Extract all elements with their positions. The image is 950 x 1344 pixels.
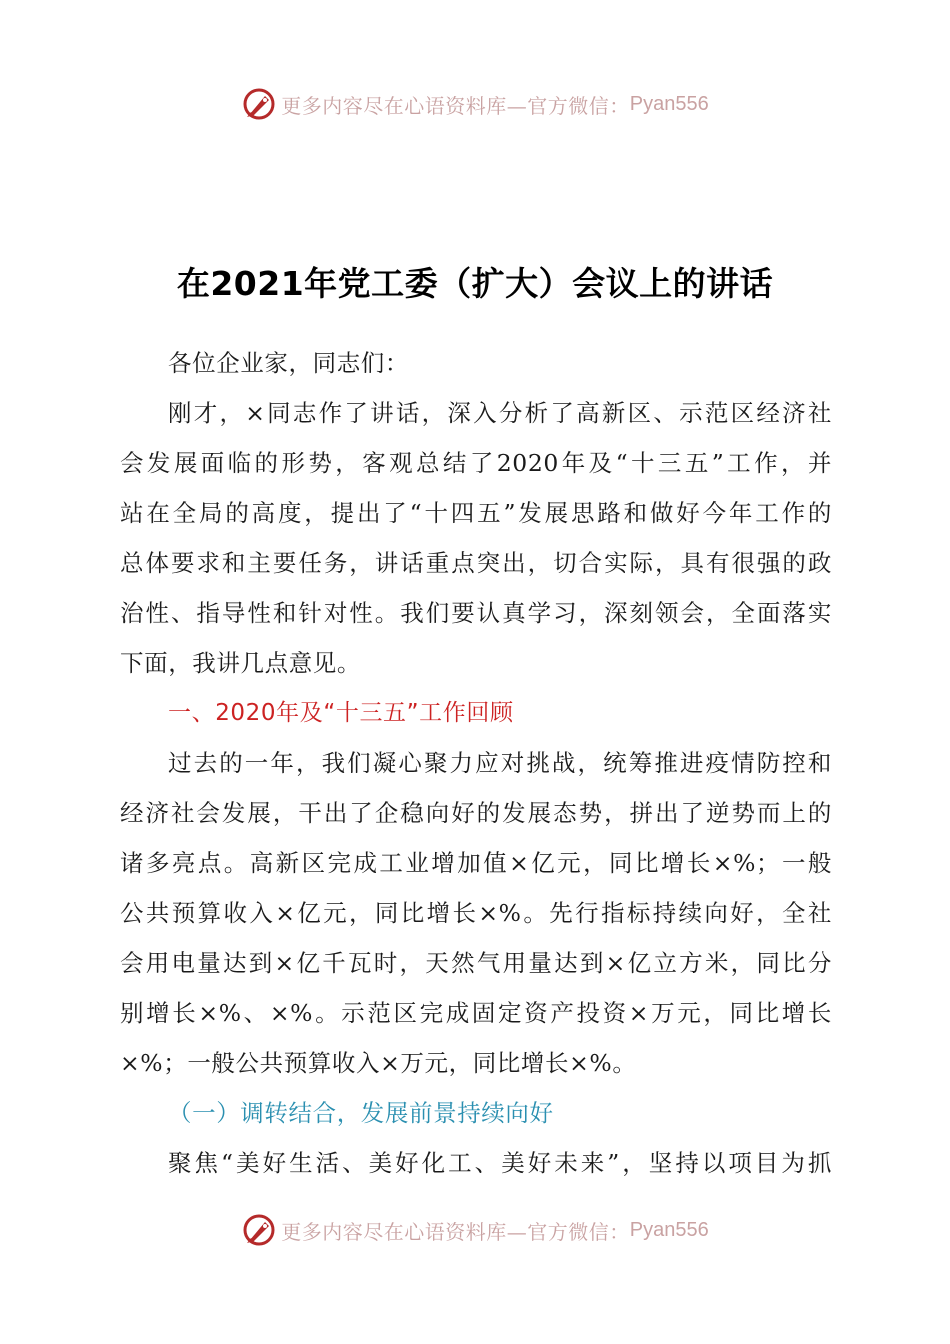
- body-line: 经济社会发展，干出了企稳向好的发展态势，拼出了逆势而上的: [120, 799, 832, 827]
- pen-nib-logo-icon: [241, 1212, 277, 1248]
- document-body: [120, 338, 832, 1188]
- footer-banner: [0, 1210, 950, 1250]
- body-line: ×%；一般公共预算收入×万元，同比增长×%。: [120, 1049, 637, 1077]
- document-title: 在2021年党工委（扩大）会议上的讲话: [176, 264, 774, 303]
- body-line: 会用电量达到×亿千瓦时，天然气用量达到×亿立方米，同比分: [120, 949, 832, 977]
- body-line: 别增长×%、×%。示范区完成固定资产投资×万元，同比增长: [120, 999, 832, 1027]
- header-banner: [0, 84, 950, 124]
- body-line: 公共预算收入×亿元，同比增长×%。先行指标持续向好，全社: [120, 899, 832, 927]
- body-line: 治性、指导性和针对性。我们要认真学习，深刻领会，全面落实: [120, 599, 832, 627]
- body-line: 刚才，×同志作了讲话，深入分析了高新区、示范区经济社: [168, 399, 832, 427]
- body-line: 会发展面临的形势，客观总结了2020年及“十三五”工作，并: [120, 449, 832, 477]
- subsection-heading: （一）调转结合，发展前景持续向好: [168, 1099, 554, 1127]
- body-line: 过去的一年，我们凝心聚力应对挑战，统筹推进疫情防控和: [168, 749, 832, 777]
- wechat-id: Pyan556: [629, 92, 709, 115]
- banner-text: 更多内容尽在心语资料库—官方微信：: [281, 1219, 630, 1244]
- body-line: 诸多亮点。高新区完成工业增加值×亿元，同比增长×%；一般: [120, 849, 832, 877]
- banner-text: 更多内容尽在心语资料库—官方微信：: [281, 93, 630, 118]
- body-line: 聚焦“美好生活、美好化工、美好未来”，坚持以项目为抓: [168, 1149, 832, 1177]
- body-line: 总体要求和主要任务，讲话重点突出，切合实际，具有很强的政: [120, 549, 832, 577]
- wechat-id: Pyan556: [629, 1218, 709, 1241]
- body-line: 下面，我讲几点意见。: [120, 649, 361, 677]
- pen-nib-logo-icon: [241, 86, 277, 122]
- salutation-line: 各位企业家，同志们：: [168, 349, 409, 377]
- body-line: 站在全局的高度，提出了“十四五”发展思路和做好今年工作的: [120, 499, 832, 527]
- section-heading: 一、2020年及“十三五”工作回顾: [168, 700, 514, 726]
